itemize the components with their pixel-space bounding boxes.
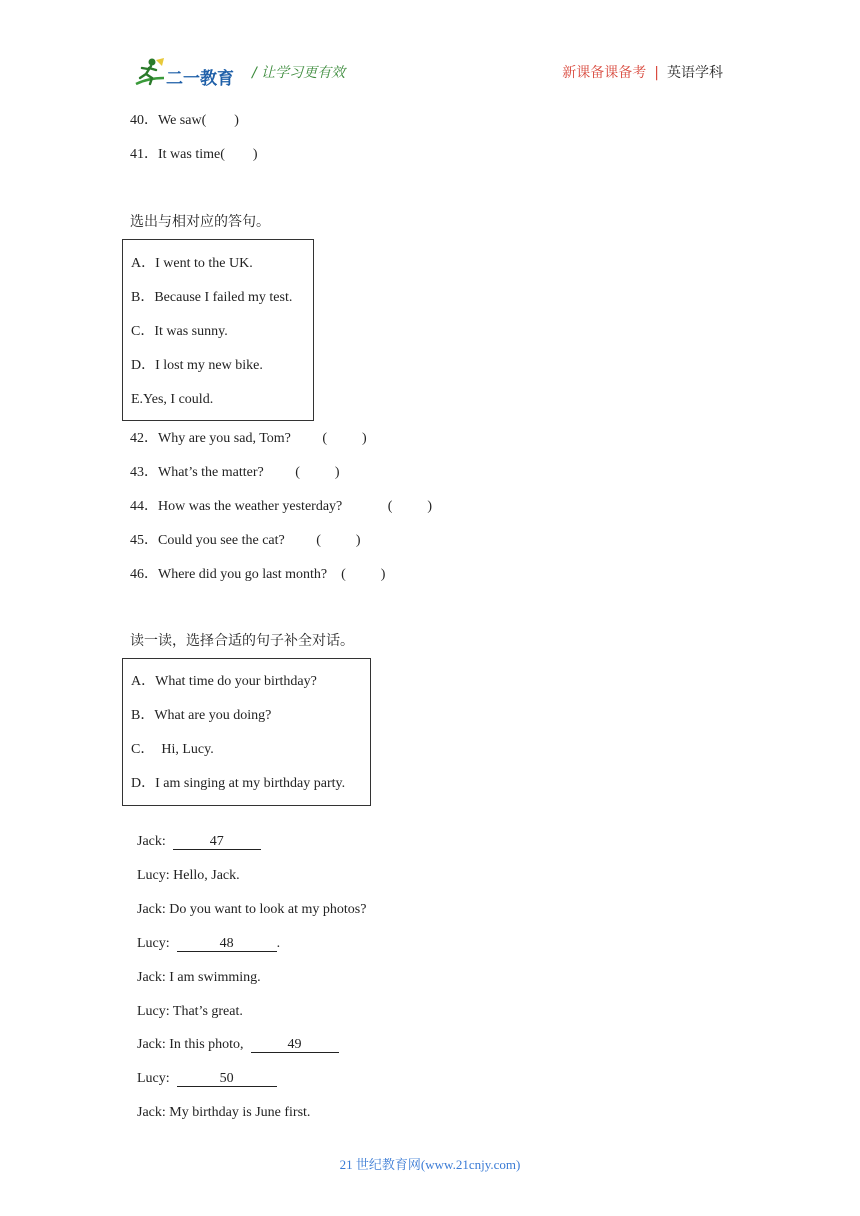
dialogue-line bbox=[130, 951, 261, 987]
option-c: C． Hi, Lucy. bbox=[131, 742, 214, 757]
dialogue-line bbox=[130, 1052, 277, 1088]
blank-50[interactable]: 50 bbox=[177, 1071, 277, 1087]
header-subject: 英语学科 bbox=[667, 65, 723, 81]
dialogue-text: I am swimming. bbox=[169, 970, 261, 985]
question-41: 41．It was time( ) bbox=[130, 147, 258, 162]
blank-47[interactable]: 47 bbox=[173, 834, 261, 850]
dialogue-text: Hello, Jack. bbox=[173, 868, 240, 883]
speaker: Lucy: bbox=[137, 868, 170, 883]
section2-options-box bbox=[122, 658, 371, 806]
speaker: Lucy: bbox=[137, 1071, 170, 1086]
speaker: Jack: bbox=[137, 1105, 166, 1120]
option-b: B．Because I failed my test. bbox=[131, 290, 293, 305]
speaker: Jack: bbox=[137, 970, 166, 985]
dialogue-line bbox=[130, 917, 280, 953]
dialogue-text: Do you want to look at my photos? bbox=[169, 902, 367, 917]
dialogue-text: In this photo, bbox=[169, 1037, 244, 1052]
question-46: 46．Where did you go last month? ( ) bbox=[130, 567, 386, 582]
question-40: 40．We saw( ) bbox=[130, 113, 239, 128]
speaker: Lucy: bbox=[137, 936, 170, 951]
question-44: 44．How was the weather yesterday? ( ) bbox=[130, 499, 433, 514]
option-b: B．What are you doing? bbox=[131, 708, 272, 723]
header-slogan: / 让学习更有效 bbox=[252, 65, 346, 81]
dialogue-text: My birthday is June first. bbox=[169, 1105, 311, 1120]
logo-text: 二一教育 bbox=[166, 69, 234, 89]
header-separator: | bbox=[654, 65, 659, 81]
dialogue-line bbox=[130, 883, 366, 919]
dialogue-line bbox=[130, 849, 240, 885]
question-43: 43．What’s the matter? ( ) bbox=[130, 465, 340, 480]
speaker: Lucy: bbox=[137, 1004, 170, 1019]
blank-48[interactable]: 48 bbox=[177, 936, 277, 952]
question-45: 45．Could you see the cat? ( ) bbox=[130, 533, 361, 548]
option-a: A．What time do your birthday? bbox=[131, 674, 317, 689]
speaker: Jack: bbox=[137, 834, 166, 849]
dialogue-punct: . bbox=[276, 936, 281, 951]
option-d: D．I am singing at my birthday party. bbox=[131, 776, 346, 791]
option-c: C．It was sunny. bbox=[131, 324, 228, 339]
speaker: Jack: bbox=[137, 902, 166, 917]
option-a: A．I went to the UK. bbox=[131, 256, 253, 271]
option-e: E.Yes, I could. bbox=[131, 392, 214, 407]
section1-instruction: 选出与相对应的答句。 bbox=[130, 214, 270, 230]
dialogue-line bbox=[130, 815, 261, 851]
header-course-label: 新课备课备考 bbox=[562, 65, 647, 81]
dialogue-line bbox=[130, 985, 243, 1021]
blank-49[interactable]: 49 bbox=[251, 1037, 339, 1053]
dialogue-text: That’s great. bbox=[172, 1004, 243, 1019]
option-d: D．I lost my new bike. bbox=[131, 358, 263, 373]
speaker: Jack: bbox=[137, 1037, 166, 1052]
section2-instruction: 读一读，选择合适的句子补全对话。 bbox=[130, 633, 354, 649]
dialogue-line bbox=[130, 1018, 339, 1054]
dialogue-line bbox=[130, 1086, 310, 1122]
question-42: 42．Why are you sad, Tom? ( ) bbox=[130, 431, 367, 446]
section1-options-box bbox=[122, 239, 314, 421]
header-right bbox=[562, 62, 723, 82]
page-footer: 21 世纪教育网(www.21cnjy.com) bbox=[339, 1157, 521, 1172]
